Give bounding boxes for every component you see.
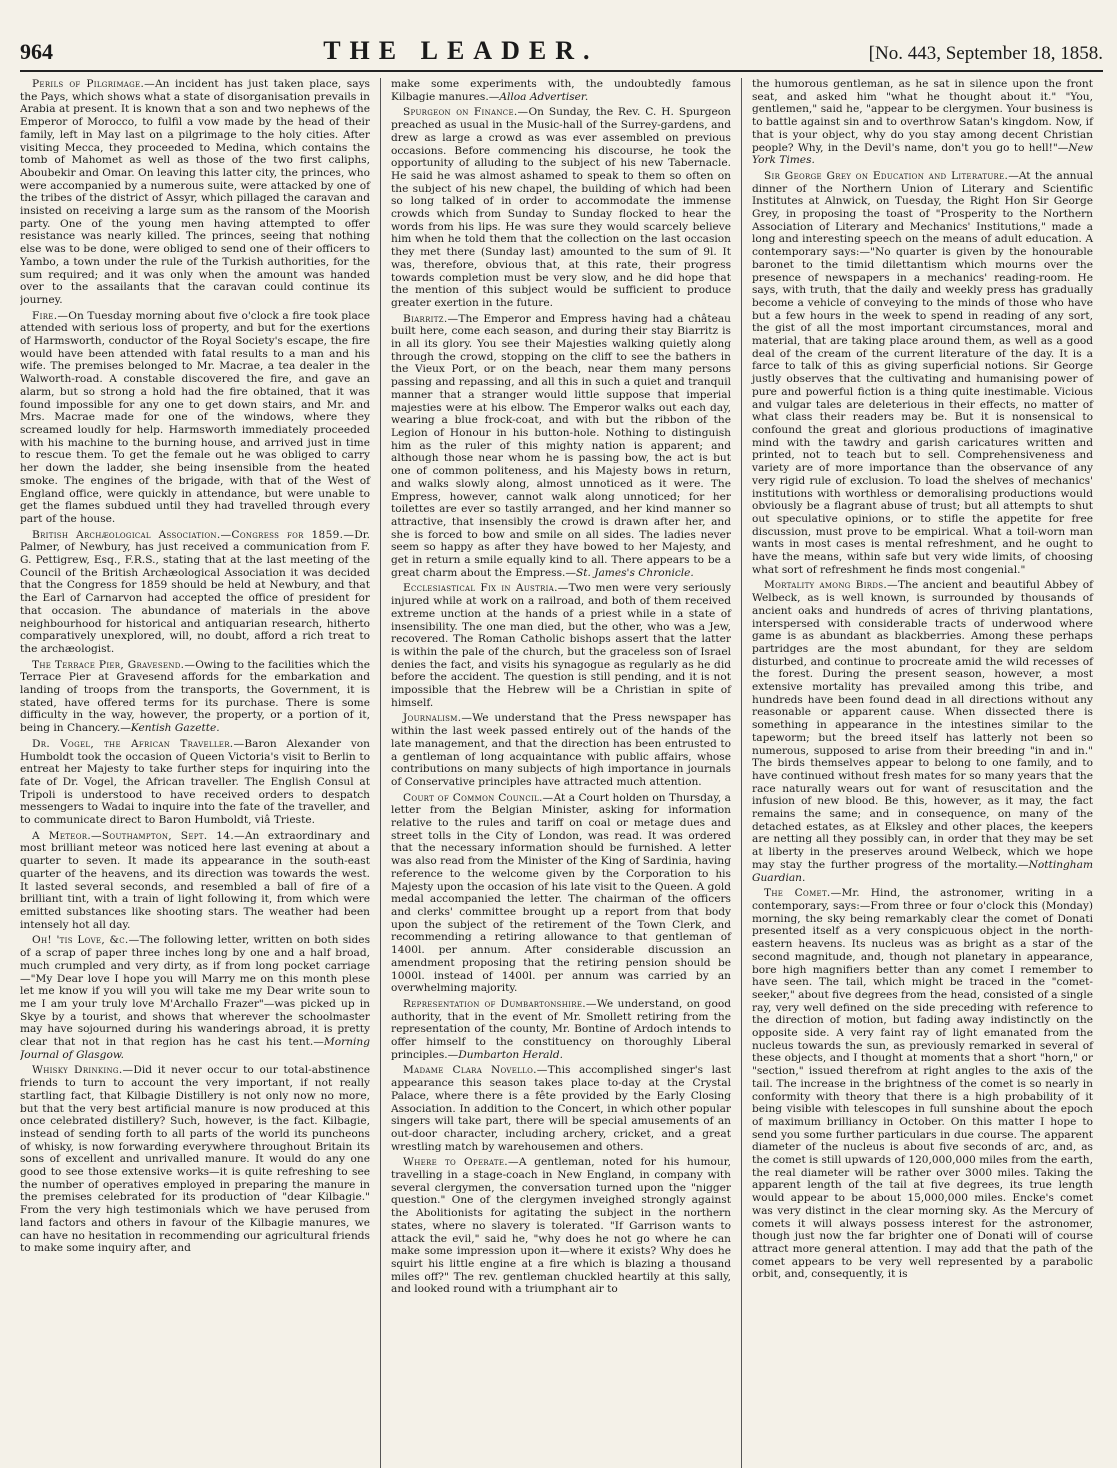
page-number: 964 (20, 39, 53, 64)
article-columns (20, 78, 1103, 1468)
article-heading: A Meteor.—Southampton, Sept. 14.— (32, 829, 245, 842)
article (20, 830, 370, 932)
article (752, 170, 1093, 577)
article (391, 106, 731, 309)
article (391, 313, 731, 580)
article (20, 659, 370, 735)
article-body: At a Court holden on Thursday, a letter from the Belgian Minister, asking for information relative to the rules and tariff on coal or metage dues and street tolls in the City of London, was read. It was ordered that the necessary information should be furnished. A letter was also read from the Minister of the King of Sardinia, having reference to the welcome given by the Corporation to his Majesty upon the occasion of his late visit to the Queen. A gold medal accompanied the letter. The chairman of the officers and clerks' committee brought up a report from that body upon the subject of the retirement of the Town Clerk, and recommending a retiring allowance to that gentleman of 1400l. per annum. After considerable discussion an amendment proposing that the retiring pension should be 1000l. instead of 1400l. per annum was carried by an overwhelming majority. (391, 791, 731, 995)
article (752, 887, 1093, 1281)
article-heading: British Archæological Association.—Congress for 1859.— (32, 528, 355, 541)
article-body: We understand that the Press newspaper has within the last week passed entirely out of the hands of the late management, and that the direction has been entrusted to a gentleman of long acquaintance with public affairs, whose contributions on many subjects of high importance in journals of Conservative principles have attracted much attention. (391, 712, 731, 788)
article-body: Baron Alexander von Humboldt took the occasion of Queen Victoria's visit to Berlin to entreat her Majesty to take further steps for inquiring into the fate of Dr. Vogel, the African traveller. The English Consul at Tripoli is understood to have received orders to despatch messengers to Wadai to inquire into the fate of the traveller, and to communicate direct to Baron Humboldt, viâ Trieste. (20, 737, 370, 827)
article-heading: Madame Clara Novello.— (403, 1064, 548, 1077)
article (391, 1064, 731, 1153)
article-source: Morning Journal of Glasgow. (20, 1036, 370, 1061)
article-heading: Fire.— (32, 309, 69, 322)
article (20, 529, 370, 656)
column-1 (20, 78, 381, 1468)
article-body: make some experiments with, the undoubtedly famous Kilbagie manures.— (391, 78, 731, 103)
article-heading: Perils of Pilgrimage.— (32, 78, 156, 90)
article-body: An incident has just taken place, says the Pays, which shows what a state of disorganisation prevails in Arabia at present. It is known that a son and two nephews of the Emperor of Morocco, to fulfil a vow made by the head of their family, left in May last on a pilgrimage to the holy cities. After visiting Mecca, they proceeded to Medina, which contains the tomb of Mahomet as well as those of the two first caliphs, Aboubekir and Omar. On leaving this latter city, the princes, who were accompanied by a numerous suite, were attacked by one of the tribes of the district of Assyr, which pillaged the caravan and insisted on receiving a large sum as the ransom of the Moorish party. One of the young men having attempted to offer resistance was nearly killed. The princes, seeing that nothing else was to be done, were obliged to send one of their officers to Yambo, a town under the rule of the Turkish authorities, for the sum required; and it was only when the amount was handed over to the assailants that the caravan could continue its journey. (20, 78, 370, 306)
article-body: The following letter, written on both sides of a scrap of paper three inches long by one and a half broad, much crumpled and very dirty, as if from long pocket carriage—"My Dear love I hope you will Marry me on this month plese let me know if you will you will take me my Dear write soun to me I am your truly love M'Archallo Frazer"—was picked up in Skye by a tourist, and shows that wherever the schoolmaster may have sojourned during his wanderings abroad, it is pretty clear that not in that region has he cast his tent.— (20, 934, 371, 1049)
article-heading: Sir George Grey on Education and Literature. (764, 169, 1009, 182)
article-source: St. James's Chronicle. (575, 566, 694, 579)
article (391, 78, 731, 103)
article-body: Dr. Palmer, of Newbury, has just received a communication from F. G. Pettigrew, Esq., F.R.S., stating that at the last meeting of the Council of the British Archæological Association it was decided that the Congress for 1859 should be held at Newbury, and that the Earl of Carnarvon had accepted the office of president for that occasion. The abundance of materials in the above neighbourhood for historical and antiquarian research, hitherto comparatively unexplored, will, no doubt, afford a rich treat to the archæologist. (20, 528, 370, 655)
article (20, 310, 370, 526)
article (20, 934, 370, 1061)
article-source: Alloa Advertiser. (499, 90, 589, 103)
column-3 (742, 78, 1103, 1468)
article-heading: Mortality among Birds.— (764, 579, 898, 592)
article-heading: Representation of Dumbartonshire.— (403, 997, 597, 1010)
article-source: Dumbarton Herald. (458, 1048, 563, 1061)
article-heading: Oh! 'tis Love, &c.— (32, 934, 140, 947)
article-body: —At the annual dinner of the Northern Union of Literary and Scientific Institutes at Alnwick, on Tuesday, the Right Hon Sir George Grey, in proposing the toast of "Prosperity to the Northern Association of Literary and Mechanics' Institutions," made a long and interesting speech on the means of adult education. A contemporary says:—"No quarter is given by the honourable baronet to the timid dilettantism which mourns over the presence of newspapers in a mechanics' reading-room. He says, with truth, that the daily and weekly press has gradually become a vehicle of conveying to the minds of those who have but a few hours in the week to spend in reading of any sort, the gist of all the most important circumstances, moral and material, that are taking place around them, as well as a good deal of the cream of the current literature of the day. It is a farce to talk of this as giving superficial notions. Sir George justly observes that the cultivating and humanising power of pure and powerful fiction is a thing quite inestimable. Vicious and vulgar tales are deleterious in their effects, no matter of what class their readers may be. But it is nonsensical to confound the great and glorious productions of imaginative mind with the tawdry and garish caricatures written and printed, not to teach but to sell. Comprehensiveness and variety are of more importance than the observance of any very rigid rule of exclusion. To load the shelves of mechanics' institutions with worthless or demoralising productions would obviously be a flagrant abuse of trust; but all attempts to shut out speculative opinions, or to stifle the appetite for free discussion, must prove to be empirical. What a toil-worn man wants in most cases is mental refreshment, and he ought to have the means, within safe but very wide limits, of choosing what sort of refreshment he finds most congenial." (752, 169, 1094, 576)
article-body: The Emperor and Empress having had a château built here, come each season, and during their stay Biarritz is in all its glory. You see their Majesties walking quietly along through the crowd, stopping on the cliff to see the bathers in the Vieux Port, or on the beach, near them many persons passing and repassing, and all this in such a quiet and tranquil manner that a stranger would little suppose that imperial majesties were at his elbow. The Emperor walks out each day, wearing a blue frock-coat, and with but the ribbon of the Legion of Honour in his button-hole. Nothing to distinguish him as the ruler of this mighty nation is apparent; and although those near whom he is passing bow, the act is but one of common politeness, and his Majesty bows in return, and walks slowly along, almost unnoticed as it were. The Empress, however, cannot walk along unnoticed; for her toilettes are ever so tastily arranged, and her kind manner so attractive, that insensibly the crowd is drawn after her, and she is forced to bow and smile on all sides. The ladies never seem so happy as after they have bowed to her Majesty, and get in return a smile equally kind to all. There appears to be a great charm about the Empress.— (391, 312, 731, 579)
article-heading: The Comet.— (764, 887, 842, 900)
article-body: the humorous gentleman, as he sat in silence upon the front seat, and asked him "what he thought about it." "You, gentlemen," said he, "appear to be clergymen. Your business is to battle against sin and to overthrow Satan's kingdom. Now, if that is your object, why do you stay among decent Christian people? Why, in the Devil's name, don't you go to hell!"— (752, 78, 1093, 154)
article (20, 1064, 370, 1255)
article-body: On Tuesday morning about five o'clock a fire took place attended with serious loss of property, and but for the exertions of Harmsworth, conductor of the Royal Society's escape, the fire would have been attended with fatal results to a man and his wife. The premises belonged to Mr. Macrae, a tea dealer in the Walworth-road. A constable discovered the fire, and gave an alarm, but so strong a hold had the fire obtained, that it was found impossible for any one to get down stairs, and Mr. and Mrs. Macrae made for one of the windows, where they screamed loudly for help. Harmsworth immediately proceeded with his machine to the burning house, and arrived just in time to rescue them. To get the female out he was obliged to carry her down the ladder, she being insensible from the heated smoke. The engines of the brigade, with that of the West of England office, were quickly in attendance, but were unable to get the flames subdued until they had travelled through every part of the house. (20, 309, 370, 525)
article-body: Owing to the facilities which the Terrace Pier at Gravesend affords for the embarkation and landing of troops from the transports, the Government, it is stated, have offered terms for its purchase. There is some difficulty in the way, however, the property, or a portion of it, being in Chancery.— (20, 658, 371, 735)
article-heading: Dr. Vogel, the African Traveller.— (32, 737, 245, 750)
article-heading: The Terrace Pier, Gravesend.— (32, 658, 196, 671)
article-source: New York Times. (752, 141, 1093, 167)
article (391, 1156, 731, 1296)
article-body: Two men were very seriously injured while at work on a railroad, and both of them received extreme unction at the hands of a priest while in a state of insensibility. The one man died, but the other, who was a Jew, recovered. The Roman Catholic bishops assert that the latter is within the pale of the church, but the graceless son of Israel denies the fact, and visits his synagogue as regularly as he did before the accident. The question is still pending, and it is not impossible that the Hebrew will be a Christian in spite of himself. (391, 582, 731, 709)
article-body: Did it never occur to our total-abstinence friends to turn to account the very important, if not really startling fact, that Kilbagie Distillery is not only now no more, but that the very best artificial manure is now produced at this once celebrated distillery? Such, however, is the fact. Kilbagie, instead of sending forth to all parts of the world its puncheons of whisky, is now forwarding everywhere throughout Britain its sons of excellent and unrivalled manure. It would do any one good to see those extensive works—it is quite refreshing to see the number of operatives employed in preparing the manure in the premises celebrated for its production of "dear Kilbagie." From the very high testimonials which we have perused from land factors and others in favour of the Kilbagie manures, we can have no hesitation in recommending our agricultural friends to make some inquiry after, and (20, 1064, 370, 1255)
article (391, 998, 731, 1062)
article-body: An extraordinary and most brilliant meteor was noticed here last evening at about a quarter to seven. It made its appearance in the south-east quarter of the heavens, and its direction was towards the west. It lasted several seconds, and resembled a ball of fire of a brilliant tint, with a train of light following it, from which were emitted substances like shooting stars. The weather had been intensely hot all day. (20, 829, 370, 931)
article-body: This accomplished singer's last appearance this season takes place to-day at the Crystal Palace, where there is a fête provided by the Early Closing Association. In addition to the Concert, in which other popular singers will take part, there will be special amusements of an out-door character, including archery, cricket, and a great wrestling match by warehousemen and others. (391, 1064, 731, 1153)
article (391, 582, 731, 709)
article-source: Kentish Gazette. (130, 722, 220, 735)
column-2 (381, 78, 742, 1468)
article (391, 792, 731, 995)
article-heading: Court of Common Council.— (403, 791, 554, 804)
masthead (20, 36, 1103, 72)
article-body: Mr. Hind, the astronomer, writing in a contemporary, says:—From three or four o'clock this (Monday) morning, the sky being remarkably clear the comet of Donati presented itself as a very conspicuous object in the north-eastern heavens. Its nucleus was as bright as a star of the second magnitude, and, though not planetary in appearance, bore high magnifiers better than any comet I remember to have seen. The tail, which might be traced in the "comet-seeker," about five degrees from the head, consisted of a single ray, very well defined on the side preceding with reference to the direction of motion, but fading away indistinctly on the opposite side. A very faint ray of light emanated from the nucleus towards the sun, as previously remarked in several of these objects, and I thought at moments that a short "horn," or "section," issued therefrom at right angles to the axis of the tail. The increase in the brightness of the comet is so nearly in conformity with theory that there is a high probability of it being visible with telescopes in full sunshine about the epoch of maximum brilliancy in October. On this matter I hope to send you some further particulars in due course. The apparent diameter of the nucleus is about five seconds of arc, and, as the comet is still upwards of 120,000,000 miles from the earth, the real diameter will be rather over 3000 miles. Taking the apparent length of the tail at five degrees, its true length would appear to be about 15,000,000 miles. Encke's comet was very distinct in the clear morning sky. As the Mercury of comets it will always possess interest for the astronomer, though just now the far brighter one of Donati will of course attract more general attention. I may add that the path of the comet appears to be very well represented by a parabolic orbit, and, consequently, it is (752, 887, 1093, 1281)
article-heading: Journalism.— (403, 712, 473, 725)
article (391, 712, 731, 788)
article-body: We understand, on good authority, that in the event of Mr. Smollett retiring from the representation of the county, Mr. Bontine of Ardoch intends to offer himself to the constituency on thoroughly Liberal principles.— (391, 997, 731, 1061)
article-heading: Biarritz.— (403, 312, 459, 325)
article-body: On Sunday, the Rev. C. H. Spurgeon preached as usual in the Music-hall of the Surrey-gardens, and drew as large a crowd as was ever assembled on previous occasions. Before commencing his discourse, he took the opportunity of alluding to the subject of his new Tabernacle. He said he was almost ashamed to speak to them so often on the subject of his new chapel, the building of which had been so long talked of in order to accommodate the immense crowds which from Sunday to Sunday flocked to hear the words from his lips. He was sure they would scarcely believe him when he told them that the collection on the last occasion they met there (Sunday last) amounted to the sum of 9l. It was, therefore, obvious that, at this rate, their progress towards completion must be very slow, and he did hope that the mention of this subject would be sufficient to produce greater exertion in the future. (391, 106, 731, 309)
article-heading: Whisky Drinking.— (32, 1064, 134, 1077)
article-heading: Ecclesiastical Fix in Austria.— (403, 582, 569, 595)
article-body: A gentleman, noted for his humour, travelling in a stage-coach in New England, in company with several clergymen, the conversation turned upon the "nigger question." One of the clergymen inveighed strongly against the Abolitionists for agitating the subject in the northern states, where no slavery is tolerated. "If Garrison wants to attack the evil," said he, "why does he not go where he can make some impression upon it—where it exists? Why does he squirt his little engine at a fire which is blazing a thousand miles off?" The rev. gentleman chuckled heartily at this sally, and looked round with a triumphant air to (391, 1156, 731, 1296)
newspaper-title: THE LEADER. (323, 36, 599, 65)
article-body: The ancient and beautiful Abbey of Welbeck, as is well known, is surrounded by thousands of ancient oaks and hundreds of acres of thriving plantations, interspersed with considerable tracts of underwood where game is as abundant as blackberries. Among these perhaps partridges are the most abundant, for they are seldom disturbed, and continue to procreate amid the wild recesses of the forest. During the present season, however, a most extensive mortality has prevailed among this tribe, and hundreds have been found dead in all directions without any reasonable or apparent cause. When dissected there is something in appearance in the intestines similar to the tapeworm; but the breed itself has latterly not been so numerous, supposed to arise from their breeding "in and in." The birds themselves appear to belong to one family, and to have continued without fresh mates for so many years that the race naturally wears out for want of resuscitation and the infusion of new blood. Be this, however, as it may, the fact remains the same; and in consequence, on many of the detached estates, as at Elksley and other places, the keepers are netting all they possibly can, in order that they may be set at liberty in the preserves around Welbeck, which we hope may stay the further progress of the mortality.— (752, 579, 1094, 871)
article (752, 78, 1093, 167)
article (752, 579, 1093, 884)
issue-info: [No. 443, September 18, 1858. (868, 43, 1103, 64)
article (20, 738, 370, 827)
article-heading: Spurgeon on Finance.— (403, 106, 529, 119)
article-source: Nottingham Guardian. (752, 858, 1093, 884)
article-heading: Where to Operate.— (403, 1156, 519, 1169)
article (20, 78, 370, 307)
